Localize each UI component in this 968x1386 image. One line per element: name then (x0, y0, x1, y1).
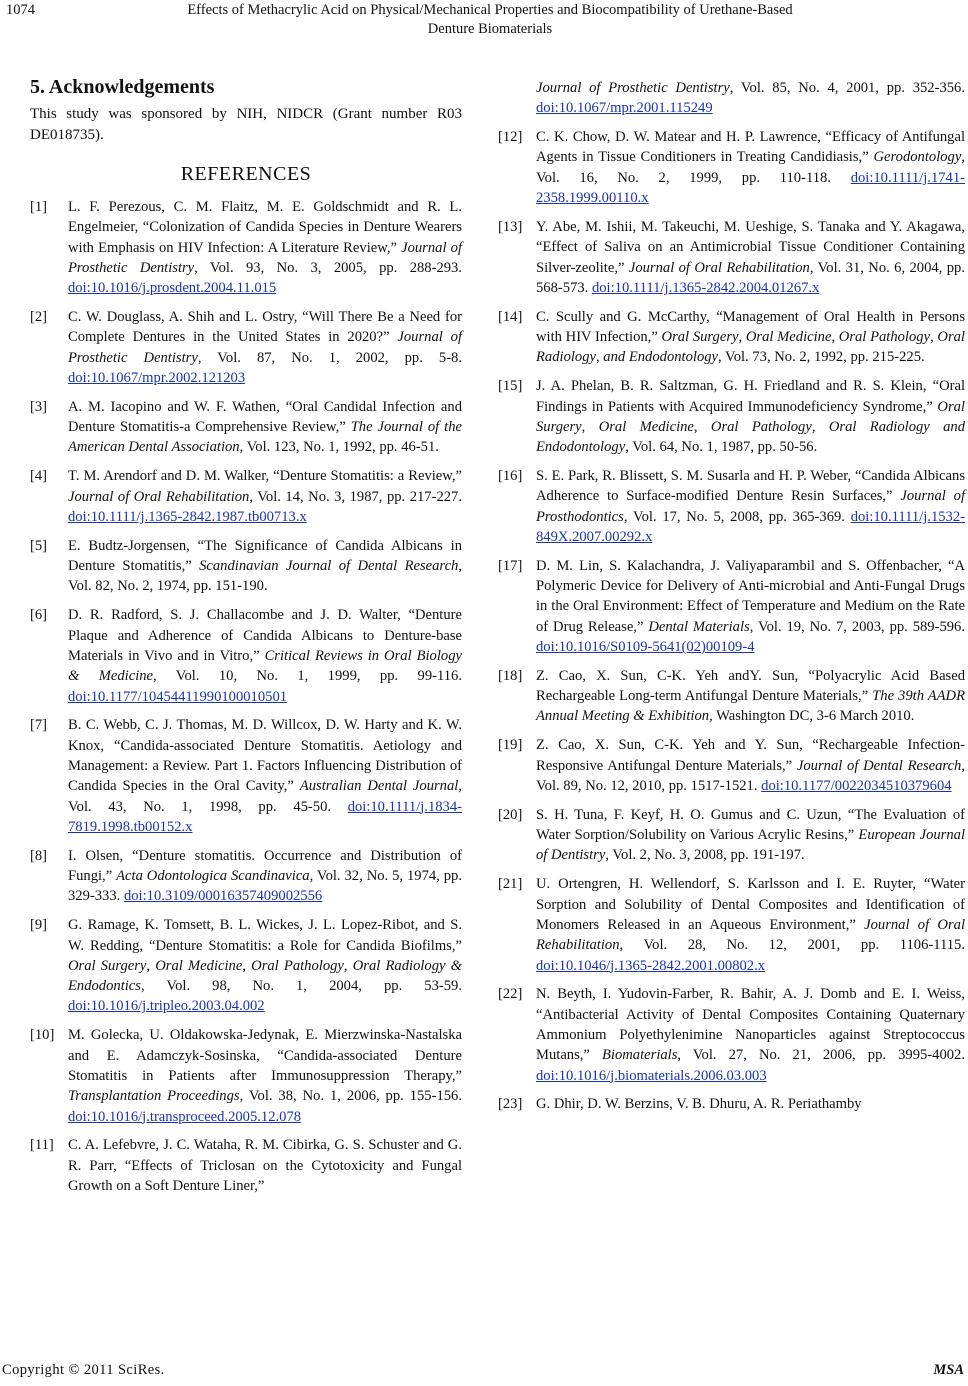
reference-number: [6] (30, 607, 48, 624)
journal-title: Scandinavian Journal of Dental Research (199, 558, 459, 575)
reference-text: , Vol. 43, No. 1, 1998, pp. 45-50. (68, 778, 462, 815)
reference-text: , (831, 329, 839, 346)
reference-item (498, 556, 965, 657)
journal-title: and Endodontology (603, 349, 719, 366)
copyright: Copyright © 2011 SciRes. (2, 1362, 165, 1378)
reference-text: S. H. Tuna, F. Keyf, H. O. Gumus and C. Uzun, “The Evaluation of Water Sorption/Solubility on Various Acrylic Resins,” (536, 806, 965, 844)
doi-link[interactable]: doi:10.1046/j.1365-2842.2001.00802.x (536, 957, 766, 974)
journal-title: Oral Medicine (598, 418, 694, 435)
reference-text: I. Olsen, “Denture stomatitis. Occurrence and Distribution of Fungi,” (68, 847, 462, 885)
reference-item (30, 1025, 462, 1126)
reference-number: [17] (498, 557, 523, 574)
reference-11-continuation (498, 78, 965, 119)
doi-link[interactable]: doi:10.1111/j.1532-849X.2007.00292.x (536, 508, 965, 545)
reference-item (30, 1135, 462, 1196)
reference-text: , Vol. 87, No. 1, 2002, pp. 5-8. (197, 349, 463, 366)
reference-text: , (343, 957, 353, 974)
reference-item (498, 805, 965, 866)
doi-link[interactable]: doi:10.1016/j.tripleo.2003.04.002 (68, 998, 265, 1015)
reference-text: , (930, 329, 938, 346)
doi-link[interactable]: doi:10.1067/mpr.2002.121203 (68, 369, 246, 386)
reference-text: J. A. Phelan, B. R. Saltzman, G. H. Friedland and R. S. Klein, “Oral Findings in Patients with Acquired Immunodeficiency Syndrome,” (536, 378, 965, 415)
journal-title: Oral Medicine (155, 957, 243, 974)
reference-number: [12] (498, 129, 523, 146)
reference-number: [15] (498, 378, 523, 395)
reference-number: [8] (30, 847, 48, 864)
reference-text: C. W. Douglass, A. Shih and L. Ostry, “Will There Be a Need for Complete Dentures in the United States in 2020?” (68, 309, 462, 346)
reference-item (498, 376, 965, 457)
reference-text: , Vol. 89, No. 12, 2010, pp. 1517-1521. (536, 757, 965, 794)
reference-number: [13] (498, 218, 523, 235)
reference-text: , Vol. 73, No. 2, 1992, pp. 215-225. (718, 349, 925, 366)
doi-link[interactable]: doi:10.1111/j.1365-2842.1987.tb00713.x (68, 508, 307, 525)
reference-item (498, 127, 965, 208)
reference-text: G. Ramage, K. Tomsett, B. L. Wickes, J. L. Lopez-Ribot, and S. W. Redding, “Denture Stomatitis: a Role for Candida Biofilms,” (68, 917, 462, 954)
journal-title: Australian Dental Journal (299, 778, 459, 795)
reference-text: U. Ortengren, H. Wellendorf, S. Karlsson and I. E. Ruyter, “Water Sorption and Solubility of Dental Composites and Identification of Monomers Released in an Aqueous Environment,” (536, 876, 965, 933)
doi-link[interactable]: doi:10.1016/j.transproceed.2005.12.078 (68, 1108, 302, 1125)
reference-text: Z. Cao, X. Sun, C-K. Yeh andY. Sun, “Polyacrylic Acid Based Rechargeable Long-term Antifungal Denture Materials,” (536, 667, 965, 705)
doi-link[interactable]: doi:10.1016/j.biomaterials.2006.03.003 (536, 1067, 767, 1084)
doi-link[interactable]: doi:10.1067/mpr.2001.115249 (536, 100, 713, 117)
reference-item (30, 915, 462, 1016)
journal-title: Oral Surgery (661, 329, 739, 346)
running-title-line1: Effects of Methacrylic Acid on Physical/Mechanical Properties and Biocompatibility of Urethane-Based (187, 2, 793, 18)
reference-number: [9] (30, 917, 48, 934)
reference-text: T. M. Arendorf and D. M. Walker, “Denture Stomatitis: a Review,” (68, 468, 462, 485)
reference-text: , (146, 957, 156, 974)
reference-text: , Vol. 98, No. 1, 2004, pp. 53-59. (140, 978, 462, 995)
journal-title: Oral Pathology (710, 418, 812, 435)
journal-title: The 39th AADR Annual Meeting & Exhibition (536, 688, 966, 725)
reference-text: , (811, 418, 829, 435)
reference-text: Z. Cao, X. Sun, C-K. Yeh and Y. Sun, “Rechargeable Infection-Responsive Antifungal Denture Materials,” (536, 737, 965, 774)
reference-text: , (738, 329, 746, 346)
running-title (60, 1, 920, 39)
reference-number: [20] (498, 806, 523, 823)
reference-text: , (242, 957, 252, 974)
reference-number: [7] (30, 717, 48, 734)
reference-number: [19] (498, 737, 523, 754)
doi-link[interactable]: doi:10.1111/j.1365-2842.2004.01267.x (591, 279, 820, 296)
journal-title: Gerodontology (873, 149, 962, 166)
reference-text: , (581, 418, 599, 435)
reference-number: [10] (30, 1027, 55, 1044)
doi-link[interactable]: doi:10.1016/j.prosdent.2004.11.015 (68, 280, 277, 297)
reference-text: , Vol. 16, No. 2, 1999, pp. 110-118. (536, 149, 965, 186)
reference-item (30, 536, 462, 597)
reference-item (498, 217, 965, 298)
journal-title: Oral Pathology (251, 957, 344, 974)
reference-item (498, 874, 965, 975)
reference-item (498, 307, 965, 368)
reference-item (30, 307, 462, 388)
journal-title: Journal of Oral Rehabilitation (68, 488, 250, 505)
reference-number: [5] (30, 537, 48, 554)
reference-text: B. C. Webb, C. J. Thomas, M. D. Willcox, D. W. Harty and K. W. Knox, “Candida-associated Denture Stomatitis. Aetiology and Management: a Review. Part 1. Factors Influencing Distribution of Candida Species in the Oral Cavity,” (68, 717, 462, 795)
journal-title: Journal of Oral Rehabilitation (536, 916, 966, 954)
reference-text: , Vol. 10, No. 1, 1999, pp. 99-116. (153, 668, 462, 685)
reference-number: [22] (498, 986, 523, 1003)
reference-text: C. A. Lefebvre, J. C. Wataha, R. M. Cibirka, G. S. Schuster and G. R. Parr, “Effects of Triclosan on the Cytotoxicity and Fungal Growth on a Soft Denture Liner,” (68, 1137, 462, 1194)
reference-text: , Vol. 85, No. 4, 2001, pp. 352-356. (729, 80, 966, 96)
running-title-line2: Denture Biomaterials (427, 21, 553, 37)
reference-text: , Vol. 64, No. 1, 1987, pp. 50-56. (625, 439, 818, 456)
reference-text: , Vol. 82, No. 2, 1974, pp. 151-190. (68, 558, 462, 595)
reference-text: S. E. Park, R. Blissett, S. M. Susarla and H. P. Weber, “Candida Albicans Adherence to Surface-modified Denture Resin Surfaces,” (536, 468, 965, 505)
doi-link[interactable]: doi:10.3109/00016357409002556 (123, 888, 323, 905)
doi-link[interactable]: doi:10.1016/S0109-5641(02)00109-4 (536, 638, 755, 655)
reference-number: [2] (30, 309, 48, 326)
reference-text: , Vol. 17, No. 5, 2008, pp. 365-369. (623, 508, 851, 525)
reference-item (30, 397, 462, 458)
reference-item (498, 984, 965, 1085)
reference-text: , Washington DC, 3-6 March 2010. (709, 708, 915, 725)
journal-abbrev: MSA (933, 1362, 964, 1378)
journal-title: Journal of Oral Rehabilitation (628, 259, 810, 276)
reference-item (30, 197, 462, 298)
reference-item (30, 846, 462, 907)
journal-title: Journal of Prosthodontics (536, 488, 965, 525)
journal-title: Critical Reviews in Oral Biology & Medicine (68, 647, 462, 685)
reference-text: A. M. Iacopino and W. F. Wathen, “Oral Candidal Infection and Denture Stomatitis-a Comprehensive Review,” (68, 398, 462, 436)
reference-text: , Vol. 31, No. 6, 2004, pp. 568-573. (536, 259, 965, 296)
reference-text: , Vol. 27, No. 21, 2006, pp. 3995-4002. (677, 1047, 965, 1064)
reference-text: , (693, 418, 711, 435)
acknowledgements-heading: 5. Acknowledgements (30, 76, 215, 98)
doi-link[interactable]: doi:10.1177/10454411990100010501 (68, 688, 288, 705)
journal-title: Journal of Dental Research (796, 757, 962, 774)
reference-item (498, 735, 965, 796)
reference-number: [14] (498, 308, 523, 325)
reference-text: , (596, 349, 604, 366)
reference-number: [1] (30, 199, 48, 215)
references-heading: REFERENCES (180, 163, 312, 185)
reference-item (30, 466, 462, 527)
reference-number: [4] (30, 468, 48, 485)
reference-number: [11] (30, 1137, 54, 1154)
reference-number: [21] (498, 876, 523, 893)
reference-text: C. K. Chow, D. W. Matear and H. P. Lawrence, “Efficacy of Antifungal Agents in Tissue Conditioners in Treating Candidiasis,” (536, 129, 965, 166)
journal-title: Oral Radiology and Endodontology (536, 418, 966, 456)
reference-item (30, 715, 462, 837)
reference-text: L. F. Perezous, C. M. Flaitz, M. E. Goldschmidt and R. L. Engelmeier, “Colonization of Candida Species in Denture Wearers with Emphasis on HIV Infection: A Literature Review,” (68, 199, 462, 256)
reference-item (498, 1094, 965, 1114)
doi-link[interactable]: doi:10.1111/j.1834-7819.1998.tb00152.x (68, 798, 462, 835)
journal-title: Oral Pathology (838, 329, 931, 346)
reference-text: C. Scully and G. McCarthy, “Management of Oral Health in Persons with HIV Infection,” (536, 308, 965, 346)
journal-title: Transplantation Proceedings (68, 1088, 240, 1105)
journal-title: Journal of Prosthetic Dentistry (536, 80, 730, 96)
reference-item (30, 605, 462, 706)
reference-number: [18] (498, 667, 523, 684)
reference-text: , Vol. 14, No. 3, 1987, pp. 217-227. (249, 488, 462, 505)
reference-list-left (30, 197, 462, 1196)
reference-text: D. R. Radford, S. J. Challacombe and J. D. Walter, “Denture Plaque and Adherence of Candida Albicans to Denture-base Materials in Vivo and in Vitro,” (68, 607, 462, 664)
page-header (0, 0, 968, 45)
reference-text: G. Dhir, D. W. Berzins, V. B. Dhuru, A. R. Periathamby (536, 1096, 862, 1113)
reference-text: M. Golecka, U. Oldakowska-Jedynak, E. Mierzwinska-Nastalska and E. Adamczyk-Sosinska, “Candida-associated Denture Stomatitis in Patients after Immunosuppression Therapy,” (68, 1027, 462, 1084)
journal-title: Dental Materials (648, 618, 750, 635)
reference-item (498, 466, 965, 547)
reference-text: , Vol. 2, No. 3, 2008, pp. 191-197. (605, 847, 805, 864)
reference-text: , Vol. 28, No. 12, 2001, pp. 1106-1115. (619, 937, 965, 954)
reference-text: Y. Abe, M. Ishii, M. Takeuchi, M. Ueshige, S. Tanaka and Y. Akagawa, “Effect of Saliva on an Antimicrobial Tissue Conditioner Containing Silver-zeolite,” (536, 218, 965, 276)
reference-text: E. Budtz-Jorgensen, “The Significance of Candida Albicans in Denture Stomatitis,” (68, 537, 462, 575)
doi-link[interactable]: doi:10.1177/0022034510379604 (761, 777, 952, 794)
doi-link[interactable]: doi:10.1111/j.1741-2358.1999.00110.x (536, 169, 965, 207)
reference-text: , Vol. 123, No. 1, 1992, pp. 46-51. (239, 439, 439, 456)
page-number: 1074 (6, 2, 35, 18)
reference-text: N. Beyth, I. Yudovin-Farber, R. Bahir, A. J. Domb and E. I. Weiss, “Antibacterial Activity of Dental Composites Containing Quaternary Ammonium Polyethylenimine Nanoparticles against Streptococcus Mutans,” (536, 986, 965, 1064)
reference-item (498, 666, 965, 727)
journal-title: Journal of Prosthetic Dentistry (68, 329, 462, 366)
journal-title: European Journal of Dentistry (536, 827, 966, 864)
reference-number: [3] (30, 398, 48, 415)
reference-text: , Vol. 93, No. 3, 2005, pp. 288-293. (194, 259, 462, 276)
reference-text: D. M. Lin, S. Kalachandra, J. Valiyaparambil and S. Offenbacher, “A Polymeric Device for Delivery of Anti-microbial and Anti-Fungal Drugs in the Oral Environment: Effect of Temperature and Medium on the Rate of Drug Release,” (536, 557, 965, 635)
journal-title: Oral Radiology (536, 329, 965, 366)
reference-text: , Vol. 19, No. 7, 2003, pp. 589-596. (749, 618, 965, 635)
journal-title: Oral Surgery (68, 957, 147, 974)
reference-number: [16] (498, 468, 523, 485)
journal-title: The Journal of the American Dental Association (68, 419, 462, 456)
journal-title: Acta Odontologica Scandinavica (116, 868, 310, 885)
journal-title: Journal of Prosthetic Dentistry (68, 239, 462, 276)
left-column (30, 74, 462, 1205)
journal-title: Biomaterials (602, 1047, 678, 1064)
acknowledgements-text: This study was sponsored by NIH, NIDCR (Grant number R03 DE018735). (30, 106, 462, 143)
reference-text: , Vol. 38, No. 1, 2006, pp. 155-156. (239, 1088, 462, 1105)
reference-text: , Vol. 32, No. 5, 1974, pp. 329-333. (68, 868, 462, 905)
journal-title: Oral Medicine (745, 329, 832, 346)
right-column (498, 78, 965, 1123)
reference-list-right (498, 127, 965, 1115)
journal-title: Oral Radiology & Endodontics (68, 957, 463, 995)
reference-number: [23] (498, 1096, 523, 1113)
journal-title: Oral Surgery (536, 398, 965, 435)
